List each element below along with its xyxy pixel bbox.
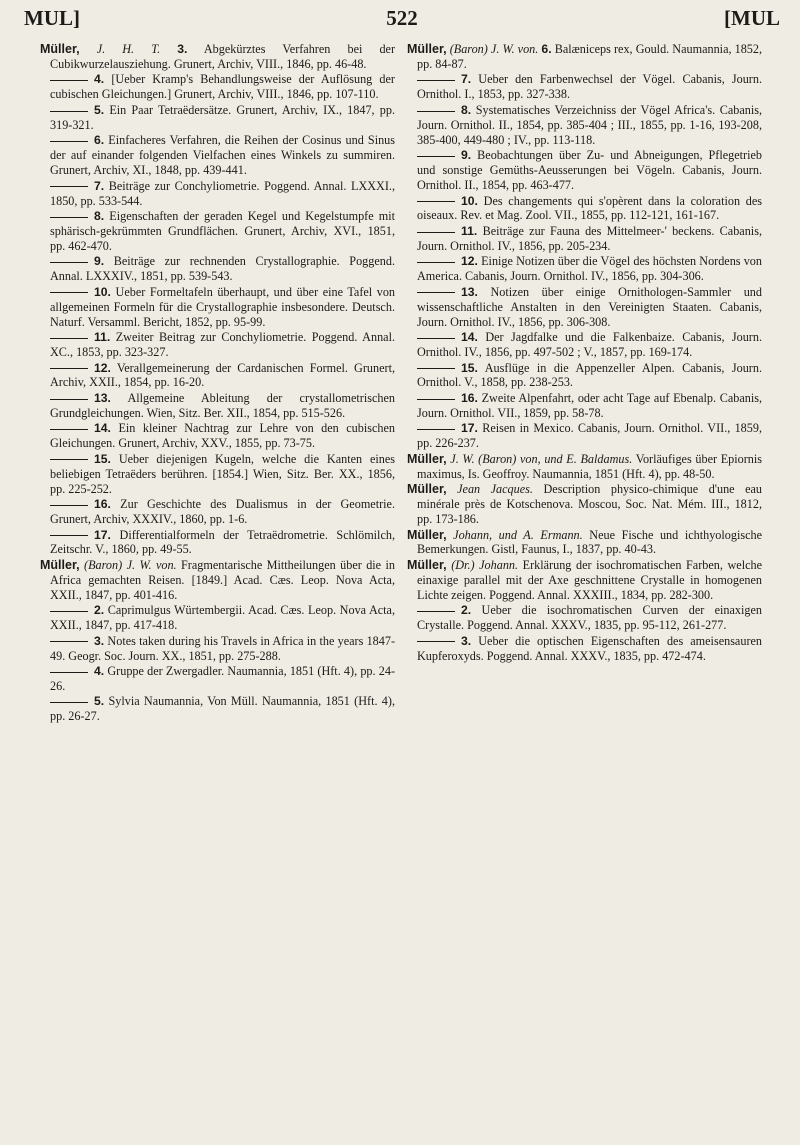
entry-text: Verallgemeinerung der Cardanischen Formel. Grunert, Archiv, XXII., 1854, pp. 16-20. <box>50 360 396 390</box>
entry-number: 3. <box>177 42 188 56</box>
bibliography-entry <box>40 179 395 209</box>
bibliography-entry <box>40 497 395 527</box>
ditto-dash <box>417 80 455 81</box>
author-name: Müller, <box>407 42 447 56</box>
entry-number: 16. <box>94 497 111 512</box>
ditto-dash <box>50 186 88 187</box>
bibliography-entry <box>407 330 762 360</box>
bibliography-entry <box>407 285 762 330</box>
ditto-dash <box>50 141 88 142</box>
left-column <box>40 42 395 725</box>
entry-text: Notizen über einige Ornithologen-Sammler und wissenschaftliche Anstalten in den Vereinigten Staaten. Cabanis, Journ. Ornithol. IV., 1856, pp. 306-308. <box>417 284 762 329</box>
entry-number: 13. <box>94 390 111 405</box>
right-column <box>407 42 762 664</box>
author-name: Müller, <box>407 527 447 542</box>
bibliography-entry <box>40 72 395 102</box>
ditto-dash <box>50 672 88 673</box>
entry-number: 6. <box>541 42 552 56</box>
ditto-dash <box>417 429 455 430</box>
ditto-dash <box>50 368 88 369</box>
author-name: Müller, <box>40 42 80 56</box>
entry-text: Ueber den Farbenwechsel der Vögel. Cabanis, Journ. Ornithol. I., 1853, pp. 327-338. <box>417 72 763 102</box>
entry-number: 15. <box>461 360 478 375</box>
entry-number: 8. <box>94 208 105 223</box>
ditto-dash <box>50 702 88 703</box>
entry-number: 7. <box>461 72 472 87</box>
entry-number: 3. <box>461 633 472 648</box>
bibliography-entry <box>40 361 395 391</box>
bibliography-entry <box>40 558 395 603</box>
entry-text: Zweiter Beitrag zur Conchyliometrie. Poggend. Annal. XC., 1853, pp. 323-327. <box>50 330 396 360</box>
ditto-dash <box>50 505 88 506</box>
bibliography-entry <box>40 603 395 633</box>
entry-number: 10. <box>94 284 111 299</box>
bibliography-entry <box>407 603 762 633</box>
entry-text: Ueber die isochromatischen Curven der einaxigen Crystalle. Poggend. Annal. XXXV., 1835, pp. 95-112, 261-277. <box>417 603 762 633</box>
entry-text: Abgekürztes Verfahren bei der Cubikwurzelausziehung. Grunert, Archiv, VIII., 1846, pp. 46-48. <box>50 42 396 71</box>
author-name: Müller, <box>407 451 447 466</box>
bibliography-entry <box>40 133 395 178</box>
ditto-dash <box>50 459 88 460</box>
entry-text: Differentialformeln der Tetraëdrometrie. Schlömilch, Zeitschr. V., 1860, pp. 49-55. <box>50 527 395 557</box>
bibliography-entry <box>40 694 395 724</box>
bibliography-entry <box>407 528 762 558</box>
entry-text: Erklärung der isochromatischen Farben, welche einaxige parallel mit der Axe geschnittene Crystalle in homogenen Lichte zeigen. Poggend. Annal. XXXIII., 1834, pp. 282-300. <box>417 557 763 602</box>
entry-text: Balæniceps rex, Gould. Naumannia, 1852, pp. 84-87. <box>417 42 763 71</box>
bibliography-entry <box>407 224 762 254</box>
ditto-dash <box>50 80 88 81</box>
entry-text: Beobachtungen über Zu- und Abneigungen, Pflegetrieb und sonstige Gemüths-Aeusserungen bei Vögeln. Cabanis, Journ. Ornithol. II., 1854, pp. 463-477. <box>417 148 762 193</box>
entry-text: Ein Paar Tetraëdersätze. Grunert, Archiv, IX., 1847, pp. 319-321. <box>50 102 395 132</box>
entry-text: Ein kleiner Nachtrag zur Lehre von den cubischen Gleichungen. Grunert, Archiv, XXV., 1855, pp. 73-75. <box>50 421 396 451</box>
bibliography-entry <box>407 482 762 527</box>
ditto-dash <box>417 611 455 612</box>
bibliography-entry <box>407 72 762 102</box>
header-left: MUL] <box>24 6 80 30</box>
bibliography-entry <box>407 421 762 451</box>
entry-number: 14. <box>461 330 478 345</box>
bibliography-entry <box>407 452 762 482</box>
entry-number: 2. <box>461 603 472 618</box>
entry-number: 13. <box>461 284 478 299</box>
ditto-dash <box>417 399 455 400</box>
entry-number: 8. <box>461 102 472 117</box>
ditto-dash <box>50 641 88 642</box>
ditto-dash <box>50 338 88 339</box>
author-initials: (Dr.) Johann. <box>451 557 519 572</box>
author-name: Müller, <box>407 557 447 572</box>
entry-text: Beiträge zur Fauna des Mittelmeer-' beckens. Cabanis, Journ. Ornithol. IV., 1856, pp. 205-234. <box>417 223 762 253</box>
ditto-dash <box>50 535 88 536</box>
entry-text: Der Jagdfalke und die Falkenbaize. Cabanis, Journ. Ornithol. IV., 1856, pp. 497-502 ; V., 1857, pp. 169-174. <box>417 330 763 360</box>
entry-number: 9. <box>94 254 105 269</box>
entry-number: 11. <box>94 330 111 345</box>
ditto-dash <box>417 292 455 293</box>
bibliography-entry <box>40 330 395 360</box>
entry-number: 11. <box>461 223 478 238</box>
entry-number: 3. <box>94 633 105 648</box>
bibliography-entry <box>407 558 762 603</box>
entry-text: Ueber Formeltafeln überhaupt, und über eine Tafel von allgemeinen Formeln für die Crystallographie insbesondere. Deutsch. Naturf. Versamml. Bericht, 1852, pp. 95-99. <box>50 284 396 329</box>
entry-text: Vorläufiges über Epiornis maximus, Is. Geoffroy. Naumannia, 1851 (Hft. 4), pp. 48-50. <box>417 451 763 481</box>
entry-text: Ausflüge in die Appenzeller Alpen. Cabanis, Journ. Ornithol. V., 1858, pp. 238-253. <box>417 360 763 390</box>
bibliography-entry <box>407 361 762 391</box>
entry-text: Des changements qui s'opèrent dans la coloration des oiseaux. Rev. et Mag. Zool. VII., 1855, pp. 112-121, 161-167. <box>417 193 762 223</box>
entry-text: Sylvia Naumannia, Von Müll. Naumannia, 1851 (Hft. 4), pp. 26-27. <box>50 694 395 724</box>
ditto-dash <box>50 262 88 263</box>
ditto-dash <box>417 368 455 369</box>
entry-number: 15. <box>94 451 111 466</box>
entry-text: Ueber diejenigen Kugeln, welche die Kanten eines beliebigen Tetraëders berühren. [1854.] Wien, Sitz. Ber. XX., 1856, pp. 225-252. <box>50 451 396 496</box>
bibliography-entry <box>407 148 762 193</box>
bibliography-entry <box>40 103 395 133</box>
entry-number: 6. <box>94 133 105 148</box>
ditto-dash <box>50 611 88 612</box>
bibliography-entry <box>407 254 762 284</box>
page-number: 522 <box>386 6 418 30</box>
entry-text: Notes taken during his Travels in Africa in the years 1847-49. Geogr. Soc. Journ. XX., 1851, pp. 275-288. <box>50 633 396 663</box>
entry-text: Neue Fische und ichthyologische Bemerkungen. Gistl, Faunus, I., 1837, pp. 40-43. <box>417 527 762 557</box>
ditto-dash <box>417 641 455 642</box>
ditto-dash <box>50 111 88 112</box>
ditto-dash <box>417 232 455 233</box>
entry-text: [Ueber Kramp's Behandlungsweise der Auflösung der cubischen Gleichungen.] Grunert, Archiv, VIII., 1846, pp. 107-110. <box>50 72 395 102</box>
entry-number: 17. <box>94 527 111 542</box>
bibliography-entry <box>40 391 395 421</box>
bibliography-entry <box>40 452 395 497</box>
author-name: Müller, <box>407 482 447 497</box>
bibliography-entry <box>40 285 395 330</box>
ditto-dash <box>417 262 455 263</box>
entry-text: Zweite Alpenfahrt, oder acht Tage auf Ebenalp. Cabanis, Journ. Ornithol. VII., 1859, pp. 58-78. <box>417 390 763 420</box>
bibliography-entry <box>407 103 762 148</box>
entry-number: 16. <box>461 390 478 405</box>
author-initials: Jean Jacques. <box>457 482 533 497</box>
ditto-dash <box>417 338 455 339</box>
entry-text: Caprimulgus Würtembergii. Acad. Cæs. Leop. Nova Acta, XXII., 1847, pp. 417-418. <box>50 603 396 633</box>
entry-text: Zur Geschichte des Dualismus in der Geometrie. Grunert, Archiv, XXXIV., 1860, pp. 1-6. <box>50 497 395 527</box>
ditto-dash <box>50 399 88 400</box>
bibliography-entry <box>40 634 395 664</box>
entry-number: 14. <box>94 421 111 436</box>
entry-text: Reisen in Mexico. Cabanis, Journ. Ornithol. VII., 1859, pp. 226-237. <box>417 421 762 451</box>
bibliography-entry <box>40 209 395 254</box>
entry-number: 4. <box>94 664 105 679</box>
ditto-dash <box>50 217 88 218</box>
entry-number: 7. <box>94 178 105 193</box>
author-initials: Johann, und A. Ermann. <box>453 527 583 542</box>
entry-text: Beiträge zur rechnenden Crystallographie. Poggend. Annal. LXXXIV., 1851, pp. 539-543. <box>50 254 396 284</box>
entry-number: 5. <box>94 694 105 709</box>
entry-number: 10. <box>461 193 478 208</box>
entry-text: Allgemeine Ableitung der crystallometrischen Grundgleichungen. Wien, Sitz. Ber. XII., 1854, pp. 515-526. <box>50 390 395 420</box>
bibliography-entry <box>40 254 395 284</box>
entry-text: Description physico-chimique d'une eau minérale près de Kotschenova. Moscou, Soc. Nat. Mém. III., 1812, pp. 173-186. <box>417 482 763 527</box>
entry-number: 12. <box>94 360 111 375</box>
bibliography-entry <box>40 421 395 451</box>
entry-number: 5. <box>94 102 105 117</box>
bibliography-entry <box>407 194 762 224</box>
entry-number: 17. <box>461 421 478 436</box>
bibliography-entry <box>407 42 762 72</box>
entry-text: Einfacheres Verfahren, die Reihen der Cosinus und Sinus der auf einander folgenden Vielfachen eines Winkels zu summiren. Grunert, Archiv, XI., 1848, pp. 439-441. <box>50 133 396 178</box>
entry-text: Systematisches Verzeichniss der Vögel Africa's. Cabanis, Journ. Ornithol. II., 1854, pp. 385-404 ; III., 1855, pp. 1-16, 193-208, 385-400, 449-480 ; IV., pp. 113-118. <box>417 102 763 147</box>
ditto-dash <box>417 111 455 112</box>
ditto-dash <box>50 292 88 293</box>
entry-number: 9. <box>461 148 472 163</box>
bibliography-entry <box>407 391 762 421</box>
entry-text: Beiträge zur Conchyliometrie. Poggend. Annal. LXXXI., 1850, pp. 533-544. <box>50 178 395 208</box>
header-right: [MUL <box>724 6 780 30</box>
entry-text: Fragmentarische Mittheilungen über die in Africa gemachten Reisen. [1849.] Acad. Cæs. Leop. Nova Acta, XXII., 1847, pp. 401-416. <box>50 557 395 602</box>
entry-text: Ueber die optischen Eigenschaften des ameisensauren Kupferoxyds. Poggend. Annal. XXXV., 1835, pp. 472-474. <box>417 633 763 663</box>
ditto-dash <box>417 201 455 202</box>
bibliography-entry <box>407 634 762 664</box>
author-name: Müller, <box>40 557 80 572</box>
author-initials: (Baron) J. W. von. <box>449 42 539 56</box>
author-initials: J. H. T. <box>96 42 161 56</box>
bibliography-entry <box>40 42 395 72</box>
running-header <box>24 6 780 32</box>
entry-text: Einige Notizen über die Vögel des höchsten Nordens von America. Cabanis, Journ. Ornithol. IV., 1856, pp. 304-306. <box>417 254 762 284</box>
ditto-dash <box>50 429 88 430</box>
entry-text: Gruppe der Zwergadler. Naumannia, 1851 (Hft. 4), pp. 24-26. <box>50 664 396 694</box>
entry-number: 4. <box>94 72 105 87</box>
bibliography-entry <box>40 528 395 558</box>
bibliography-entry <box>40 664 395 694</box>
entry-number: 2. <box>94 603 105 618</box>
ditto-dash <box>417 156 455 157</box>
author-initials: J. W. (Baron) von, und E. Baldamus. <box>450 451 633 466</box>
entry-number: 12. <box>461 254 478 269</box>
author-initials: (Baron) J. W. von. <box>84 557 177 572</box>
entry-text: Eigenschaften der geraden Kegel und Kegelstumpfe mit sphärisch-gekrümmten Grundflächen. Grunert, Archiv, XVI., 1851, pp. 462-470. <box>50 208 395 253</box>
